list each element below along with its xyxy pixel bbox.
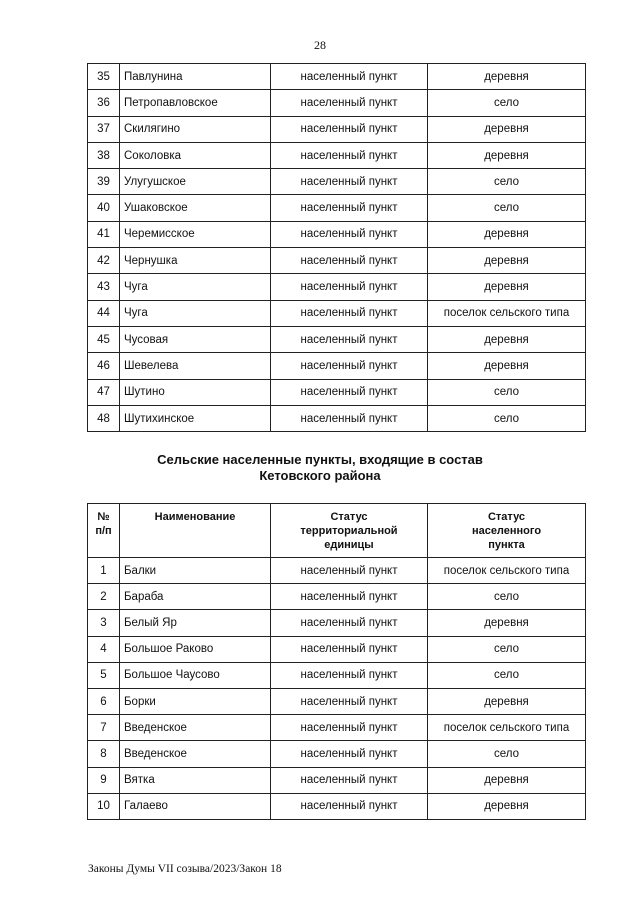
settlement-name: Бараба [120,584,271,610]
settlement-name: Балки [120,558,271,584]
row-number: 5 [88,662,120,688]
settlement-name: Ушаковское [120,195,271,221]
territorial-status: населенный пункт [271,248,428,274]
settlement-type: село [428,169,586,195]
table-row [88,715,586,741]
settlement-type: деревня [428,353,586,379]
table1-body [88,64,586,432]
section-title-line2: Кетовского района [259,468,381,483]
settlement-name: Чусовая [120,326,271,352]
row-number: 10 [88,793,120,819]
territorial-status: населенный пункт [271,558,428,584]
row-number: 36 [88,90,120,116]
header-territorial-status: Статус территориальной единицы [271,504,428,558]
row-number: 35 [88,64,120,90]
settlement-type: село [428,636,586,662]
settlement-name: Вятка [120,767,271,793]
table-row [88,221,586,247]
table-row [88,274,586,300]
territorial-status: населенный пункт [271,326,428,352]
territorial-status: населенный пункт [271,610,428,636]
table-header-row [88,504,586,558]
row-number: 46 [88,353,120,379]
settlement-type: деревня [428,767,586,793]
settlement-type: поселок сельского типа [428,558,586,584]
territorial-status: населенный пункт [271,64,428,90]
settlement-type: деревня [428,610,586,636]
row-number: 44 [88,300,120,326]
territorial-status: населенный пункт [271,90,428,116]
territorial-status: населенный пункт [271,741,428,767]
header-name: Наименование [120,504,271,558]
table-row [88,326,586,352]
territorial-status: населенный пункт [271,767,428,793]
settlement-name: Соколовка [120,142,271,168]
settlement-type: деревня [428,64,586,90]
territorial-status: населенный пункт [271,221,428,247]
settlement-type: село [428,90,586,116]
row-number: 2 [88,584,120,610]
table-row [88,793,586,819]
header-settlement-status: Статус населенного пункта [428,504,586,558]
row-number: 6 [88,688,120,714]
settlement-type: деревня [428,274,586,300]
table-row [88,90,586,116]
row-number: 43 [88,274,120,300]
territorial-status: населенный пункт [271,274,428,300]
settlement-type: деревня [428,221,586,247]
territorial-status: населенный пункт [271,405,428,431]
settlement-name: Петропавловское [120,90,271,116]
table-row [88,116,586,142]
settlement-name: Чуга [120,300,271,326]
settlement-type: деревня [428,688,586,714]
settlement-name: Шутино [120,379,271,405]
table-row [88,584,586,610]
table-row [88,142,586,168]
settlement-name: Введенское [120,741,271,767]
settlement-name: Улугушское [120,169,271,195]
settlements-table-continued [87,63,586,432]
ketovsky-settlements-table [87,503,586,820]
settlement-type: село [428,741,586,767]
settlement-name: Введенское [120,715,271,741]
table-row [88,64,586,90]
row-number: 1 [88,558,120,584]
row-number: 47 [88,379,120,405]
row-number: 41 [88,221,120,247]
header-number: № п/п [88,504,120,558]
settlement-name: Большое Раково [120,636,271,662]
settlement-type: деревня [428,248,586,274]
settlement-type: деревня [428,326,586,352]
settlement-type: село [428,195,586,221]
settlement-type: деревня [428,142,586,168]
table-row [88,379,586,405]
row-number: 40 [88,195,120,221]
table-row [88,558,586,584]
settlement-name: Павлунина [120,64,271,90]
table-row [88,353,586,379]
territorial-status: населенный пункт [271,715,428,741]
table-row [88,662,586,688]
territorial-status: населенный пункт [271,142,428,168]
settlement-type: село [428,662,586,688]
table-row [88,195,586,221]
row-number: 4 [88,636,120,662]
row-number: 39 [88,169,120,195]
table-row [88,610,586,636]
footer-reference: Законы Думы VII созыва/2023/Закон 18 [88,863,282,875]
table2-body [88,558,586,820]
table-row [88,405,586,431]
row-number: 48 [88,405,120,431]
territorial-status: населенный пункт [271,688,428,714]
territorial-status: населенный пункт [271,195,428,221]
row-number: 9 [88,767,120,793]
section-title-line1: Сельские населенные пункты, входящие в состав [157,452,483,467]
settlement-name: Большое Чаусово [120,662,271,688]
settlement-name: Чуга [120,274,271,300]
table-row [88,688,586,714]
table-row [88,169,586,195]
table-row [88,248,586,274]
settlement-type: деревня [428,793,586,819]
row-number: 37 [88,116,120,142]
section-title [0,452,640,484]
table-row [88,767,586,793]
settlement-type: село [428,379,586,405]
territorial-status: населенный пункт [271,116,428,142]
territorial-status: населенный пункт [271,300,428,326]
territorial-status: населенный пункт [271,169,428,195]
table-row [88,300,586,326]
territorial-status: населенный пункт [271,636,428,662]
row-number: 45 [88,326,120,352]
settlement-name: Скилягино [120,116,271,142]
territorial-status: населенный пункт [271,353,428,379]
settlement-type: село [428,584,586,610]
settlement-name: Шутихинское [120,405,271,431]
settlement-name: Галаево [120,793,271,819]
settlement-type: поселок сельского типа [428,715,586,741]
territorial-status: населенный пункт [271,584,428,610]
row-number: 3 [88,610,120,636]
table-row [88,741,586,767]
row-number: 38 [88,142,120,168]
row-number: 7 [88,715,120,741]
settlement-name: Чернушка [120,248,271,274]
territorial-status: населенный пункт [271,793,428,819]
territorial-status: населенный пункт [271,662,428,688]
settlement-type: село [428,405,586,431]
settlement-name: Борки [120,688,271,714]
row-number: 42 [88,248,120,274]
page-number: 28 [314,38,326,52]
settlement-name: Белый Яр [120,610,271,636]
settlement-name: Шевелева [120,353,271,379]
settlement-name: Черемисское [120,221,271,247]
territorial-status: населенный пункт [271,379,428,405]
settlement-type: деревня [428,116,586,142]
settlement-type: поселок сельского типа [428,300,586,326]
row-number: 8 [88,741,120,767]
table-row [88,636,586,662]
